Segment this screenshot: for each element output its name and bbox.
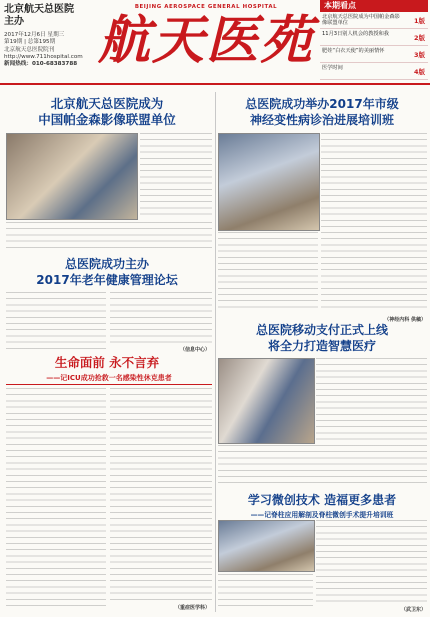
article4-photo bbox=[218, 358, 315, 444]
article1-headline-line2: 中国帕金森影像联盟单位 bbox=[38, 112, 176, 127]
toc-item-page: 1版 bbox=[413, 17, 425, 25]
article6-headline-line1: 学习微创技术 造福更多患者 bbox=[247, 493, 397, 507]
toc-item[interactable] bbox=[320, 63, 428, 80]
article2-headline[interactable] bbox=[218, 96, 426, 128]
article6-headline[interactable] bbox=[218, 492, 426, 508]
article1-headline-line1: 北京航天总医院成为 bbox=[50, 96, 164, 111]
article5-text bbox=[6, 388, 106, 610]
sponsor-role: 主办 bbox=[4, 16, 24, 27]
issue-date: 2017年12月6日 星期三 bbox=[4, 32, 65, 38]
article2-text-2 bbox=[321, 232, 427, 312]
table-of-contents bbox=[320, 0, 428, 80]
article4-text-side bbox=[316, 358, 427, 442]
toc-item-page: 3版 bbox=[413, 51, 425, 59]
website-link[interactable]: http://www.711hospital.com bbox=[4, 53, 83, 60]
toc-heading: 本期看点 bbox=[320, 0, 428, 12]
toc-item-title: 11月3日别人机会的教授和我 bbox=[322, 31, 389, 37]
logo-english: BEIJING AEROSPACE GENERAL HOSPITAL bbox=[134, 4, 278, 10]
article3-text-2 bbox=[110, 292, 212, 344]
article6-credit: （武卫东） bbox=[400, 607, 426, 613]
article5-credit: （重症医学科） bbox=[174, 605, 210, 611]
article6-text bbox=[218, 574, 313, 608]
article3-headline-line1: 总医院成功主办 bbox=[64, 257, 149, 271]
article3-text bbox=[6, 292, 106, 350]
article2-headline-line1: 总医院成功举办2017年市级 bbox=[245, 97, 399, 111]
article5-headline-line1: 生命面前 永不言弃 bbox=[54, 355, 160, 370]
article2-text bbox=[218, 232, 318, 312]
toc-item[interactable] bbox=[320, 12, 428, 29]
article2-headline-line2: 神经变性病诊治进展培训班 bbox=[249, 113, 394, 127]
article5-headline[interactable] bbox=[4, 355, 210, 371]
article3-headline[interactable] bbox=[4, 256, 210, 288]
article2-text-side bbox=[321, 133, 427, 229]
issue-number: 第19期 | 总第195期 bbox=[4, 39, 56, 46]
sponsor-name: 北京航天总医院 bbox=[4, 4, 74, 15]
article3-headline-line2: 2017年老年健康管理论坛 bbox=[36, 273, 178, 287]
sponsor-block bbox=[4, 4, 88, 68]
article2-photo bbox=[218, 133, 320, 231]
article2-credit: （神经内科 供稿） bbox=[384, 317, 426, 323]
article1-photo bbox=[6, 133, 138, 220]
toc-item[interactable] bbox=[320, 29, 428, 46]
article5-text-2 bbox=[110, 388, 212, 600]
article4-headline-line1: 总医院移动支付正式上线 bbox=[255, 323, 388, 337]
toc-item-title: 肥娃“白衣天使”的美丽情怀 bbox=[322, 48, 385, 54]
toc-item-title: 北京航天总医院成为中国帕金森影像联盟单位 bbox=[322, 14, 400, 27]
publisher: 北京航天总医院院刊 bbox=[4, 46, 55, 53]
toc-item-page: 2版 bbox=[413, 34, 425, 42]
article4-headline-line2: 将全力打造智慧医疗 bbox=[267, 339, 376, 353]
news-hotline: 新闻热线：010-68383788 bbox=[4, 61, 78, 68]
masthead-rule bbox=[0, 83, 430, 85]
article6-text-side bbox=[316, 520, 427, 606]
article6-subheadline: ——记脊柱应用解剖及脊柱微创手术提升培训班 bbox=[250, 511, 394, 519]
article1-text-side bbox=[140, 133, 212, 218]
article3-credit: （信息中心） bbox=[179, 347, 210, 353]
logo-chinese: 航天医苑 bbox=[97, 10, 314, 71]
toc-item-page: 4版 bbox=[413, 68, 425, 76]
newspaper-logo bbox=[92, 0, 320, 80]
article1-headline[interactable] bbox=[4, 96, 210, 128]
article5-rule bbox=[6, 384, 212, 385]
masthead bbox=[0, 0, 430, 82]
article5-subheadline: ——记ICU成功抢救一名感染性休克患者 bbox=[46, 374, 172, 382]
toc-item[interactable] bbox=[320, 46, 428, 63]
article1-text bbox=[6, 222, 212, 250]
toc-item-title: 医学时间 bbox=[322, 65, 343, 71]
article4-text bbox=[218, 445, 427, 485]
article6-photo bbox=[218, 520, 315, 572]
column-divider bbox=[215, 92, 216, 612]
article4-headline[interactable] bbox=[218, 322, 426, 354]
